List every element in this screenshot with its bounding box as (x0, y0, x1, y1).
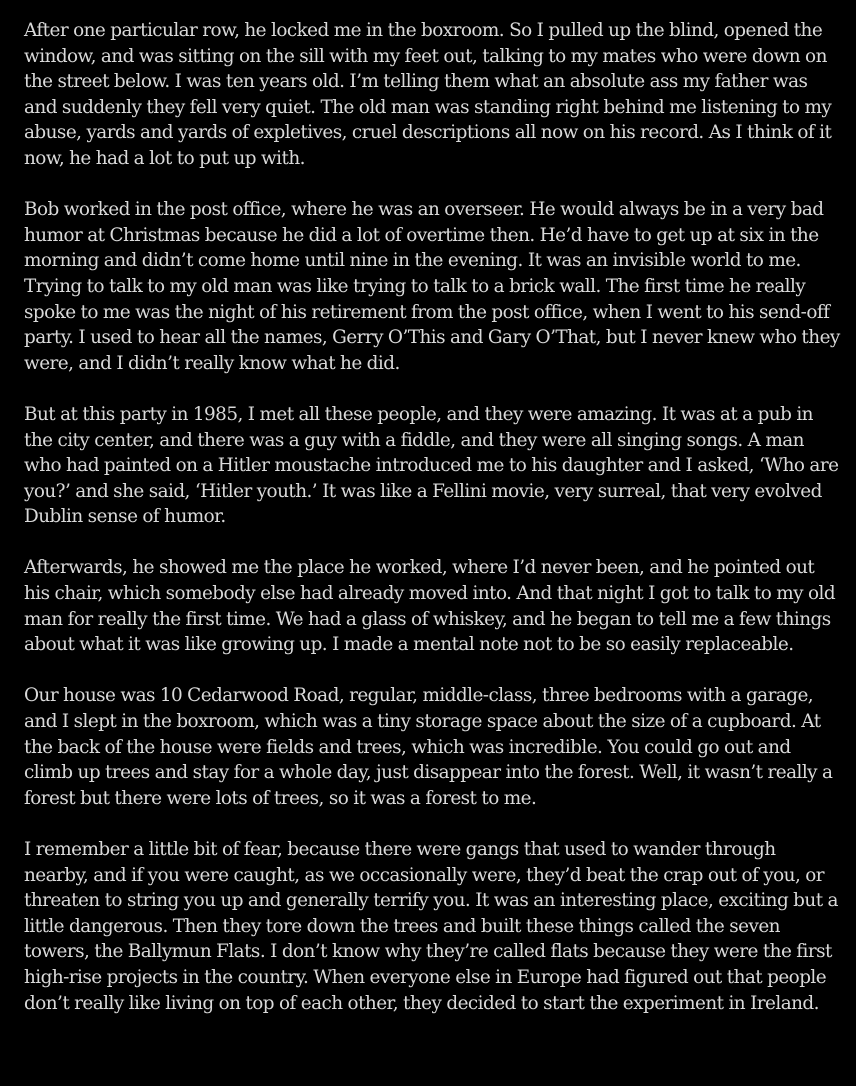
paragraph-boxroom-row: After one particular row, he locked me in the boxroom. So I pulled up the blind, opened the window, and was sitting on the sill with my feet out, talking to my mates who were down on the street below. I was ten years old. I’m telling them what an absolute ass my father was and suddenly they fell very quiet. The old man was standing right behind me listening to my abuse, yards and yards of expletives, cruel descriptions all now on his record. As I think of it now, he had a lot to put up with. (24, 20, 832, 169)
paragraph-post-office: Bob worked in the post office, where he was an overseer. He would always be in a very bad humor at Christmas because he did a lot of overtime then. He’d have to get up at six in the morning and didn’t come home until nine in the evening. It was an invisible world to me. Trying to talk to my old man was like trying to talk to a brick wall. The first time he really spoke to me was the night of his retirement from the post office, when I went to his send-off party. I used to hear all the names, Gerry O’This and Gary O’That, but I never knew who they were, and I didn’t really know what he did. (24, 199, 840, 374)
paragraph-retirement-party: But at this party in 1985, I met all these people, and they were amazing. It was at a pub in the city center, and there was a guy with a fiddle, and they were all singing songs. A man who had painted on a Hitler moustache introduced me to his daughter and I asked, ‘Who are you?’ and she said, ‘Hitler youth.’ It was like a Fellini movie, very surreal, that very evolved Dublin sense of humor. (24, 403, 839, 528)
paragraph-ballymun-flats: I remember a little bit of fear, because there were gangs that used to wander through nearby, and if you were caught, as we occasionally were, they’d beat the crap out of you, or threaten to string you up and generally terrify you. It was an interesting place, exciting but a little dangerous. Then they tore down the trees and built these things called the seven towers, the Ballymun Flats. I don’t know why they’re called flats because they were the first high-rise projects in the country. When everyone else in Europe had figured out that people don’t really like living on top of each other, they decided to start the experiment in Ireland. (24, 839, 838, 1014)
paragraph-cedarwood-road: Our house was 10 Cedarwood Road, regular, middle-class, three bedrooms with a garage, and I slept in the boxroom, which was a tiny storage space about the size of a cupboard. At the back of the house were fields and trees, which was incredible. You could go out and climb up trees and stay for a whole day, just disappear into the forest. Well, it wasn’t really a forest but there were lots of trees, so it was a forest to me. (24, 685, 833, 809)
paragraph-workplace-visit: Afterwards, he showed me the place he worked, where I’d never been, and he pointed out his chair, which somebody else had already moved into. And that night I got to talk to my old man for really the first time. We had a glass of whiskey, and he began to tell me a few things about what it was like growing up. I made a mental note not to be so easily replaceable. (24, 557, 836, 656)
